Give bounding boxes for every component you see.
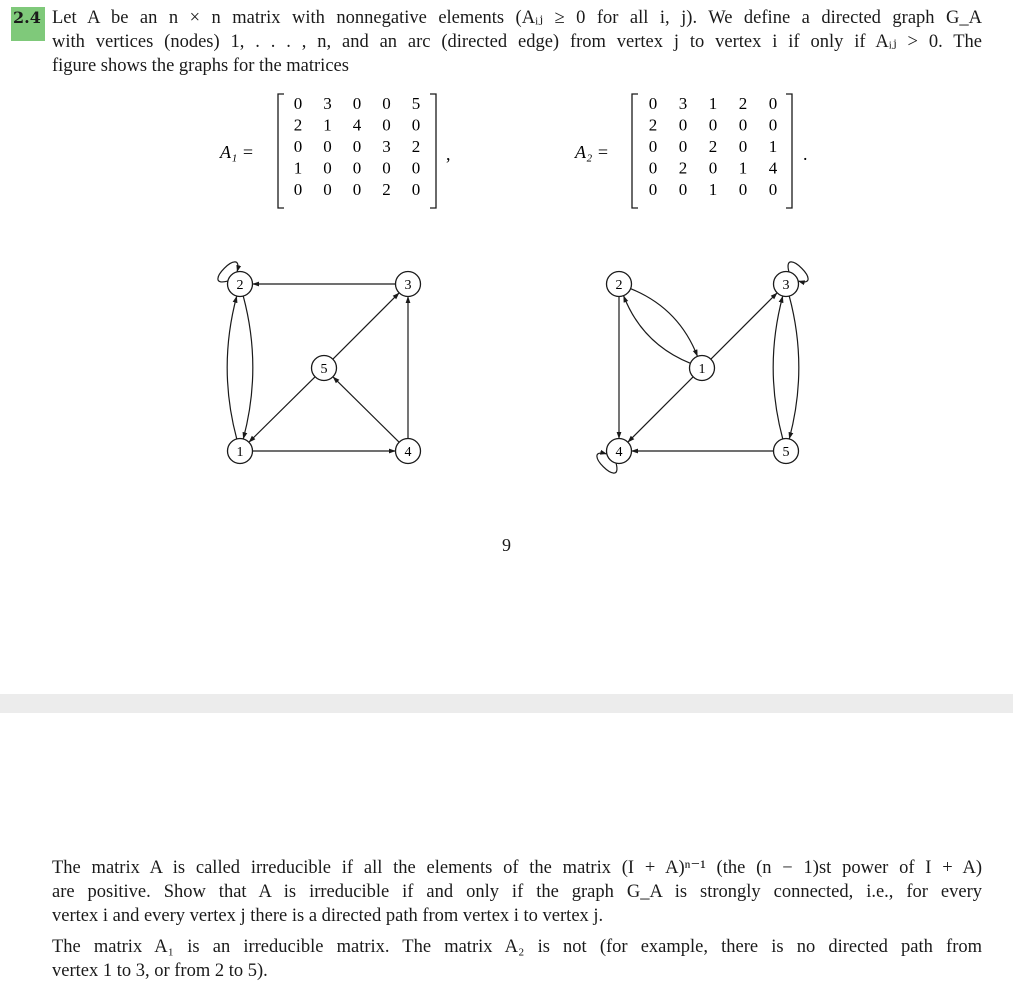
matrix-entry: 0 [708,158,718,178]
matrix-entry: 0 [411,115,421,135]
matrix-entry: 0 [382,94,391,113]
problem-number-badge: 2.4 [11,7,45,41]
example-remark [52,935,982,983]
matrix-entry: 1 [738,158,748,178]
matrix-entry: 0 [352,94,362,113]
edge-3-5 [789,296,799,439]
page-break-gap [0,694,1013,713]
matrix-entry: 0 [323,180,332,199]
node-1-label: 1 [698,362,706,377]
page-number: 9 [502,535,511,555]
matrix-entry: 0 [678,115,688,135]
matrix-entry: 0 [382,158,391,178]
right-bracket [430,94,436,208]
node-4-label: 4 [404,445,412,460]
node-5-label: 5 [320,362,328,377]
matrix-entry: 0 [323,137,332,156]
matrix-entry: 0 [738,180,748,199]
edge-2-1 [243,296,253,439]
matrix-entry: 1 [708,94,718,113]
matrix-entry: 2 [678,158,688,178]
matrix-2 [574,94,808,208]
matrix-entry: 1 [293,158,303,178]
matrix-entry: 0 [323,158,332,178]
matrix-entry: 0 [768,115,778,135]
edge-5-3 [333,293,399,359]
edge-1-4 [628,377,693,442]
matrix-entry: 1 [768,137,778,156]
def-line-3: vertex i and every vertex j there is a directed path from vertex i to vertex j. [52,906,604,926]
matrix-entry: 0 [648,137,658,156]
edge-1-2 [624,296,691,364]
intro-line-2: with vertices (nodes) 1, . . . , n, and an arc (directed edge) from vertex j to vertex i if only if Aᵢⱼ > 0. The [52,32,982,52]
node-4-label: 4 [615,445,623,460]
matrix-entry: 0 [411,180,421,199]
matrix-entry: 0 [768,180,778,199]
graph-2 [597,262,808,473]
matrix-entry: 4 [352,115,362,135]
matrix-entry: 4 [768,158,778,178]
node-3-label: 3 [404,278,412,293]
matrix-entry: 1 [323,115,332,135]
matrix-entry: 0 [352,158,362,178]
matrix-entry: 0 [411,158,421,178]
matrix-entry: 1 [708,180,718,199]
edge-1-3 [711,293,777,359]
matrix-1 [219,94,451,208]
matrix-entry: 3 [323,94,332,113]
matrix-entry: 3 [678,94,688,113]
node-3-label: 3 [782,278,790,293]
matrix-entry: 0 [382,115,391,135]
matrix-entry: 0 [768,94,778,113]
matrix-entry: 3 [382,137,391,156]
matrix-entry: 0 [293,94,303,113]
matrix-label: A₁ = [220,142,254,162]
matrix-entry: 0 [352,180,362,199]
edge-4-5 [333,377,399,442]
def-line-2: are positive. Show that A is irreducible if and only if the graph G_A is strongly connected, i.e., for every [52,882,982,902]
matrix-entry: 2 [293,115,303,135]
matrix-entry: 0 [648,158,658,178]
matrix-entry: 0 [708,115,718,135]
matrix-entry: 2 [738,94,748,113]
matrix-entry: 2 [648,115,658,135]
matrix-entry: 2 [708,137,718,156]
edge-1-2 [227,296,237,439]
intro-line-1: Let A be an n × n matrix with nonnegative elements (Aᵢⱼ ≥ 0 for all i, j). We define a directed graph G_A [52,8,982,28]
node-2-label: 2 [615,278,623,293]
irreducible-definition [52,856,982,928]
matrix-entry: 0 [738,137,748,156]
node-5-label: 5 [782,445,790,460]
graph-1 [218,262,421,464]
remark-line-1: The matrix A₁ is an irreducible matrix. The matrix A₂ is not (for example, there is no directed path from [52,937,982,957]
node-1-label: 1 [236,445,244,460]
remark-line-2: vertex 1 to 3, or from 2 to 5). [52,961,268,981]
matrix-entry: 0 [293,137,303,156]
edge-5-3 [773,296,783,439]
matrix-entry: 0 [648,180,658,199]
matrix-entry: 0 [678,180,688,199]
matrix-trailing-punct: , [446,144,451,164]
matrix-entry: 0 [293,180,303,199]
intro-line-3: figure shows the graphs for the matrices [52,56,349,76]
matrix-entry: 2 [411,137,421,156]
left-bracket [278,94,284,208]
matrix-entry: 0 [648,94,658,113]
matrix-entry: 0 [738,115,748,135]
matrix-entry: 0 [678,137,688,156]
matrix-entry: 0 [352,137,362,156]
def-line-1: The matrix A is called irreducible if all the elements of the matrix (I + A)ⁿ⁻¹ (the (n − 1)st power of I + A) [52,858,982,878]
matrix-trailing-punct: . [803,144,808,164]
edge-5-1 [249,377,315,442]
right-bracket [786,94,792,208]
edge-2-1 [631,289,698,357]
matrix-entry: 2 [382,180,391,199]
left-bracket [632,94,638,208]
matrix-entry: 5 [411,94,421,113]
matrix-label: A₂ = [575,142,609,162]
node-2-label: 2 [236,278,244,293]
